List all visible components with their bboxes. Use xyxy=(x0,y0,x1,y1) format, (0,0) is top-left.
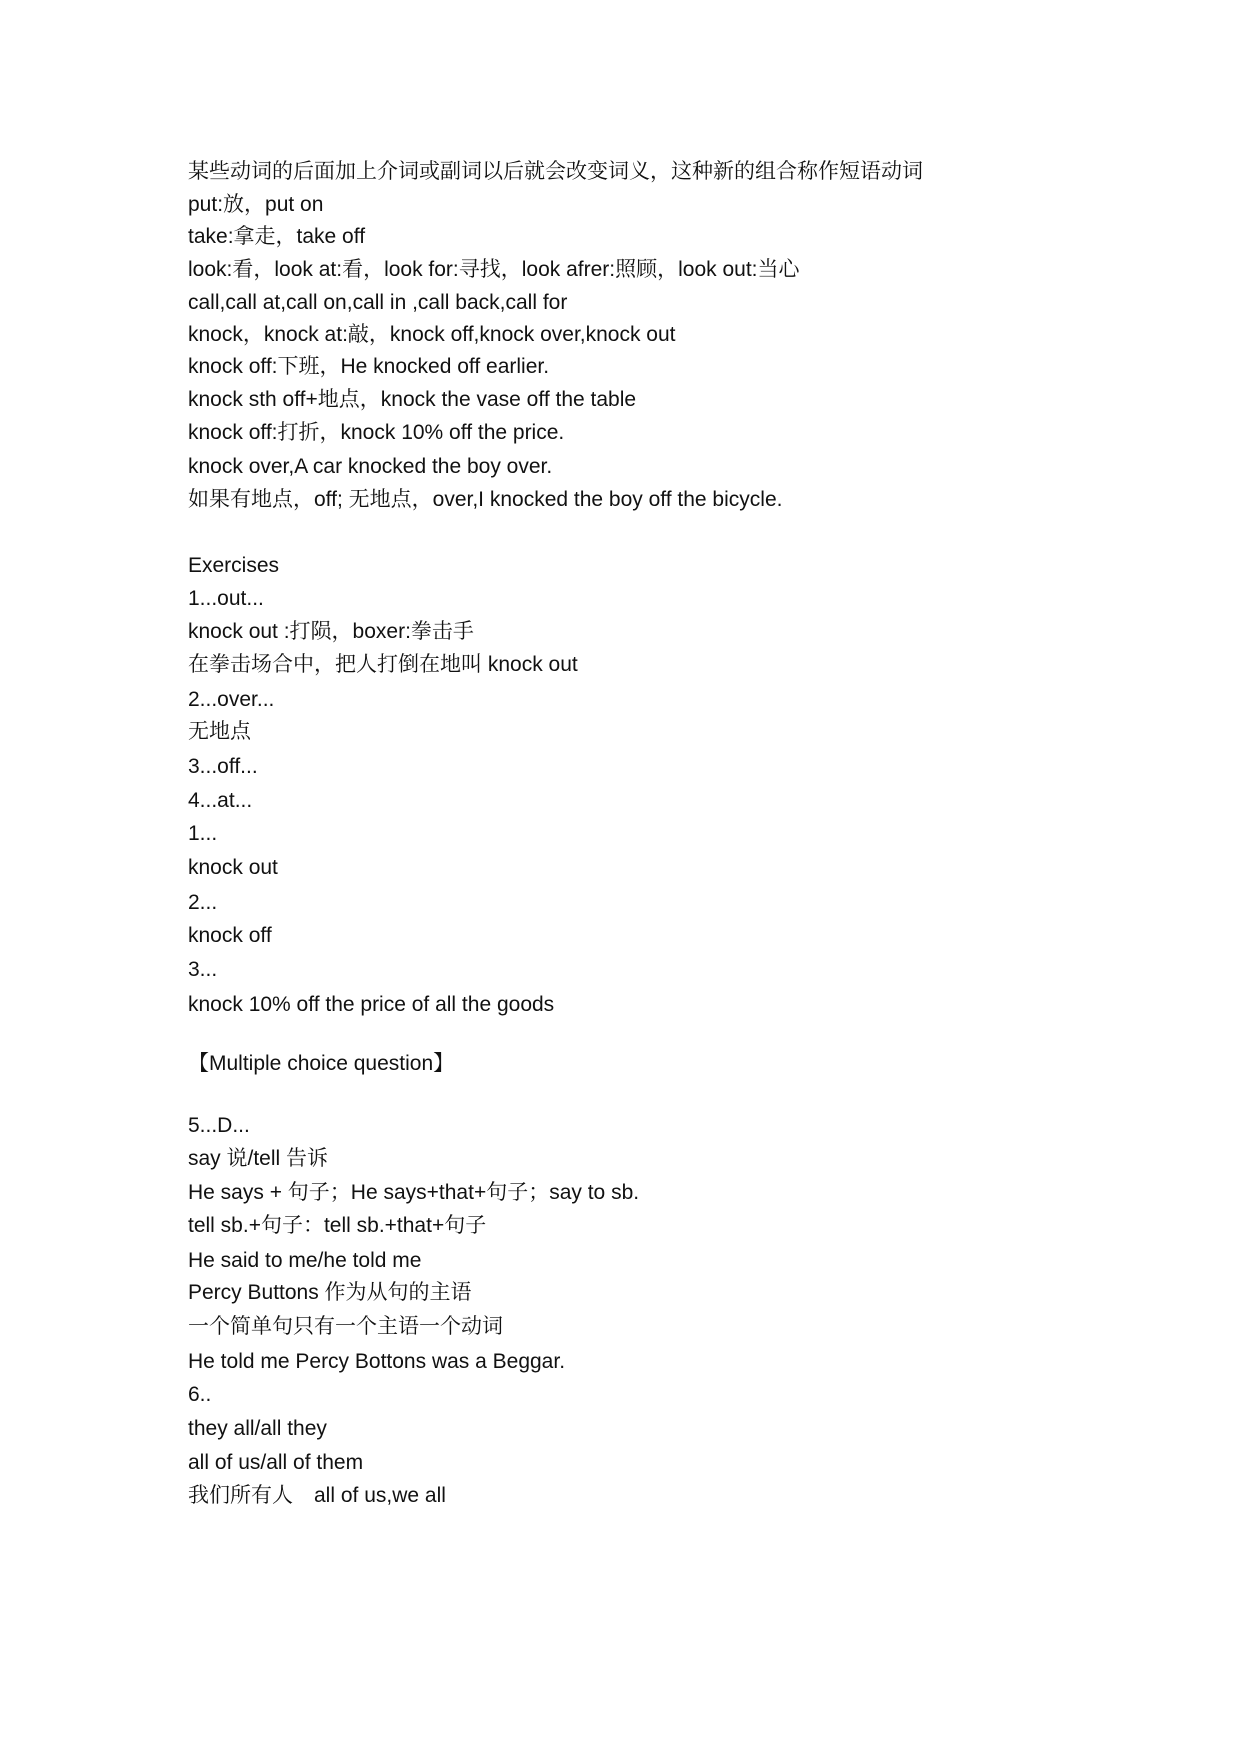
text-line: He says + 句子；He says+that+句子；say to sb. xyxy=(188,1181,640,1204)
text-line: put:放，put on xyxy=(188,193,324,216)
intro-line: 某些动词的后面加上介词或副词以后就会改变词义，这种新的组合称作短语动词 xyxy=(188,160,923,183)
text-line: knock off xyxy=(188,924,272,947)
text-line: say 说/tell 告诉 xyxy=(188,1147,329,1170)
text-line: 2... xyxy=(188,891,218,914)
text-line: Percy Buttons 作为从句的主语 xyxy=(188,1281,472,1304)
text-line: knock off:下班，He knocked off earlier. xyxy=(188,355,550,378)
text-line: 无地点 xyxy=(188,720,251,743)
text-line: take:拿走，take off xyxy=(188,225,366,248)
text-line: all of us/all of them xyxy=(188,1451,364,1474)
text-line: 3... xyxy=(188,958,218,981)
text-line: knock over,A car knocked the boy over. xyxy=(188,455,553,478)
text-line: knock 10% off the price of all the goods xyxy=(188,993,555,1016)
text-line: 5...D... xyxy=(188,1114,250,1137)
text-line: knock，knock at:敲，knock off,knock over,knock out xyxy=(188,323,676,346)
section-heading: Exercises xyxy=(188,554,280,577)
text-line: call,call at,call on,call in ,call back,call for xyxy=(188,291,568,314)
text-line: look:看，look at:看，look for:寻找，look afrer:照顾，look out:当心 xyxy=(188,258,800,281)
text-line: He said to me/he told me xyxy=(188,1249,422,1272)
text-line: knock out :打陨，boxer:拳击手 xyxy=(188,620,474,643)
section-heading: 【Multiple choice question】 xyxy=(188,1052,455,1075)
text-line: 在拳击场合中，把人打倒在地叫 knock out xyxy=(188,653,578,676)
text-line: tell sb.+句子：tell sb.+that+句子 xyxy=(188,1214,487,1237)
text-line: 3...off... xyxy=(188,755,258,778)
text-line: knock out xyxy=(188,856,278,879)
text-line: 1...out... xyxy=(188,587,264,610)
text-line: 6.. xyxy=(188,1383,212,1406)
text-line: 如果有地点，off; 无地点，over,I knocked the boy off the bicycle. xyxy=(188,488,783,511)
text-line: He told me Percy Bottons was a Beggar. xyxy=(188,1350,566,1373)
text-line: 一个简单句只有一个主语一个动词 xyxy=(188,1315,503,1338)
text-line: they all/all they xyxy=(188,1417,327,1440)
text-line: 我们所有人 all of us,we all xyxy=(188,1484,446,1507)
text-line: 2...over... xyxy=(188,688,275,711)
text-line: 4...at... xyxy=(188,789,253,812)
text-line: knock off:打折，knock 10% off the price. xyxy=(188,421,565,444)
text-line: 1... xyxy=(188,822,218,845)
text-line: knock sth off+地点，knock the vase off the table xyxy=(188,388,637,411)
